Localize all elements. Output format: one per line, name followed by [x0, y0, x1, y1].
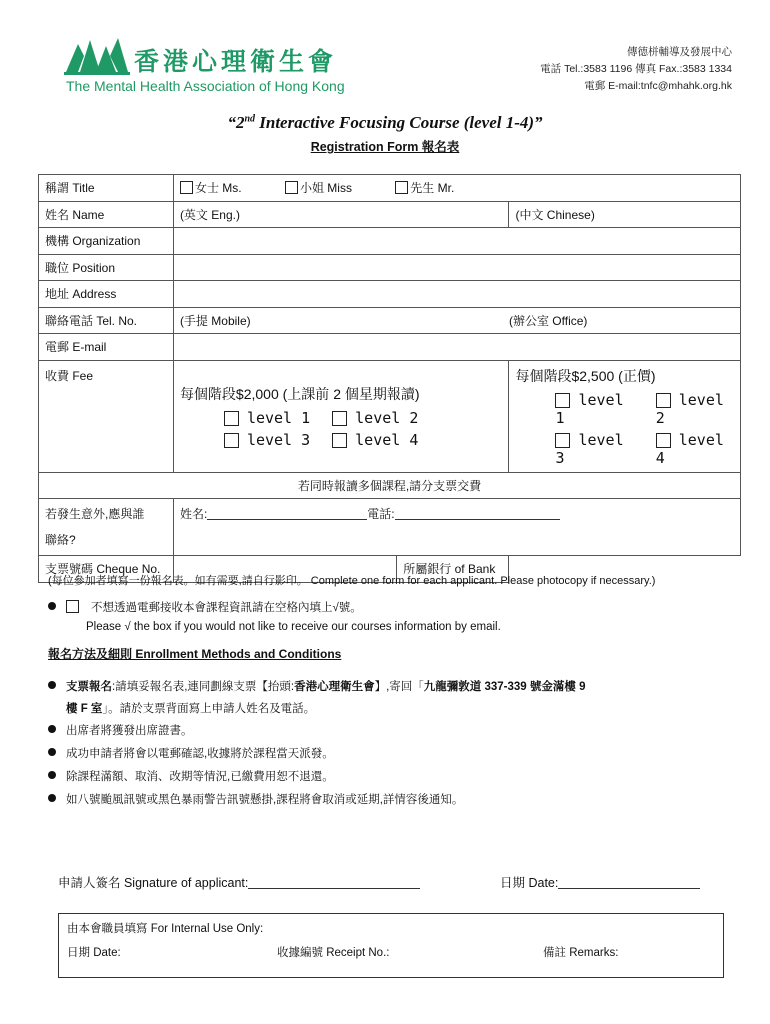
name-eng-field[interactable]: (英文 Eng.): [173, 201, 509, 228]
checkbox-ms[interactable]: [180, 181, 193, 194]
position-label: 職位 Position: [39, 254, 174, 281]
contact-info: [540, 44, 732, 95]
fee-early-title: 每個階段$2,000 (上課前 2 個星期報讀): [179, 385, 420, 402]
email-opt-out: 不想透過電郵接收本會課程資訊請在空格內填上√號。: [48, 599, 748, 615]
internal-title: 由本會職員填寫 For Internal Use Only:: [67, 923, 264, 935]
condition-item-2: 出席者將獲發出席證書。: [48, 722, 748, 738]
condition-item-4: 除課程滿額、取消、改期等情況,已繳費用恕不退還。: [48, 768, 748, 784]
emergency-contact-field[interactable]: 姓名: 電話:: [173, 499, 740, 556]
position-field[interactable]: [173, 254, 740, 281]
bullet-icon: [48, 748, 56, 756]
row-name: [39, 201, 741, 228]
checkbox-mr[interactable]: [395, 181, 408, 194]
row-position: [39, 254, 741, 281]
checkbox-email-opt-out[interactable]: [66, 600, 79, 613]
row-address: [39, 281, 741, 308]
email-field[interactable]: [173, 334, 740, 361]
row-tel: [39, 307, 741, 334]
letterhead: [62, 32, 732, 100]
condition-item-5: 如八號颱風訊號或黑色暴雨警告訊號懸掛,課程將會取消或延期,詳情容後通知。: [48, 791, 748, 807]
course-title: “2nd Interactive Focusing Course (level 1-4)”: [227, 113, 543, 132]
early-level-1[interactable]: level 1: [224, 409, 310, 427]
address-field[interactable]: [173, 281, 740, 308]
early-level-4[interactable]: level 4: [332, 431, 418, 449]
name-label: 姓名 Name: [39, 201, 174, 228]
signature-date[interactable]: 日期 Date:: [500, 873, 700, 891]
name-chi-field[interactable]: (中文 Chinese): [509, 201, 741, 228]
tel-fax: 電話 Tel.:3583 1196 傳真 Fax.:3583 1334: [540, 63, 732, 75]
tel-mobile-field[interactable]: (手提 Mobile): [173, 307, 509, 334]
checkbox-miss[interactable]: [285, 181, 298, 194]
logo-english-name: The Mental Health Association of Hong Kong: [66, 78, 345, 94]
tel-label: 聯絡電話 Tel. No.: [39, 307, 174, 334]
checkbox-early-level-1[interactable]: [224, 411, 239, 426]
checkbox-regular-level-3[interactable]: [555, 433, 570, 448]
fee-early-cell: [173, 360, 509, 472]
regular-level-4[interactable]: level 4: [655, 430, 724, 467]
row-email: [39, 334, 741, 361]
email-address: 電郵 E-mail:tnfc@mhahk.org.hk: [584, 80, 732, 92]
checkbox-regular-level-4[interactable]: [656, 433, 671, 448]
bullet-icon: [48, 602, 56, 610]
multi-course-note: 若同時報讀多個課程,請分支票交費: [39, 472, 741, 499]
row-title: [39, 175, 741, 202]
row-multi-course-note: [39, 472, 741, 499]
row-org: [39, 228, 741, 255]
email-label: 電郵 E-mail: [39, 334, 174, 361]
conditions-title: 報名方法及細則 Enrollment Methods and Conditions: [48, 647, 342, 661]
org-field[interactable]: [173, 228, 740, 255]
tel-office-field[interactable]: (辦公室 Office): [509, 307, 741, 334]
row-emergency: [39, 499, 741, 556]
bullet-icon: [48, 794, 56, 802]
org-label: 機構 Organization: [39, 228, 174, 255]
condition-item-3: 成功申請者將會以電郵確認,收據將於課程當天派發。: [48, 745, 748, 761]
regular-level-1[interactable]: level 1: [555, 390, 624, 427]
title-label: 稱謂 Title: [39, 175, 174, 202]
address-label: 地址 Address: [39, 281, 174, 308]
centre-name: 傳德栟輔導及發展中心: [627, 46, 732, 58]
logo-mark-icon: [64, 34, 130, 76]
checkbox-early-level-2[interactable]: [332, 411, 347, 426]
internal-date: 日期 Date:: [67, 947, 121, 959]
internal-receipt: 收據編號 Receipt No.:: [277, 947, 390, 959]
title-options: 女士 Ms. 小姐 Miss 先生 Mr.: [173, 175, 740, 202]
checkbox-regular-level-1[interactable]: [555, 393, 570, 408]
form-subtitle: Registration Form 報名表: [310, 140, 460, 154]
internal-remarks: 備註 Remarks:: [543, 947, 619, 959]
fee-regular-title: 每個階段$2,500 (正價): [515, 367, 656, 384]
early-level-3[interactable]: level 3: [224, 431, 310, 449]
condition-item-1: 支票報名:請填妥報名表,連同劃線支票【抬頭:香港心理衛生會】,寄回「九龍彌敦道 337-339 號金滿樓 9 樓 F 室」。請於支票背面寫上申請人姓名及電話。: [48, 676, 748, 720]
association-logo: [62, 32, 362, 98]
applicant-signature[interactable]: 申請人簽名 Signature of applicant:: [58, 873, 420, 891]
bullet-icon: [48, 681, 56, 689]
checkbox-regular-level-2[interactable]: [656, 393, 671, 408]
one-form-note: (每位參加者填寫一份報名表。如有需要,請自行影印。 Complete one form for each applicant. Please photocopy if necessary.): [48, 575, 656, 587]
fee-label: 收費 Fee: [39, 360, 174, 472]
early-level-2[interactable]: level 2: [332, 409, 418, 427]
email-opt-out-en: Please √ the box if you would not like to receive our courses information by email.: [86, 621, 501, 633]
cheque-label: 支票號碼 Cheque No.: [39, 556, 174, 583]
regular-level-2[interactable]: level 2: [655, 390, 724, 427]
row-fee: [39, 360, 741, 472]
internal-use-box: [58, 913, 724, 978]
checkbox-early-level-3[interactable]: [224, 433, 239, 448]
emergency-label: 若發生意外,應與誰 聯絡?: [39, 499, 174, 556]
fee-regular-cell: [509, 360, 741, 472]
checkbox-early-level-4[interactable]: [332, 433, 347, 448]
registration-table: [38, 174, 741, 583]
bullet-icon: [48, 771, 56, 779]
logo-chinese-name: 香港心理衛生會: [134, 47, 338, 76]
bank-label: 所屬銀行 of Bank: [397, 556, 509, 583]
regular-level-3[interactable]: level 3: [555, 430, 624, 467]
bullet-icon: [48, 725, 56, 733]
